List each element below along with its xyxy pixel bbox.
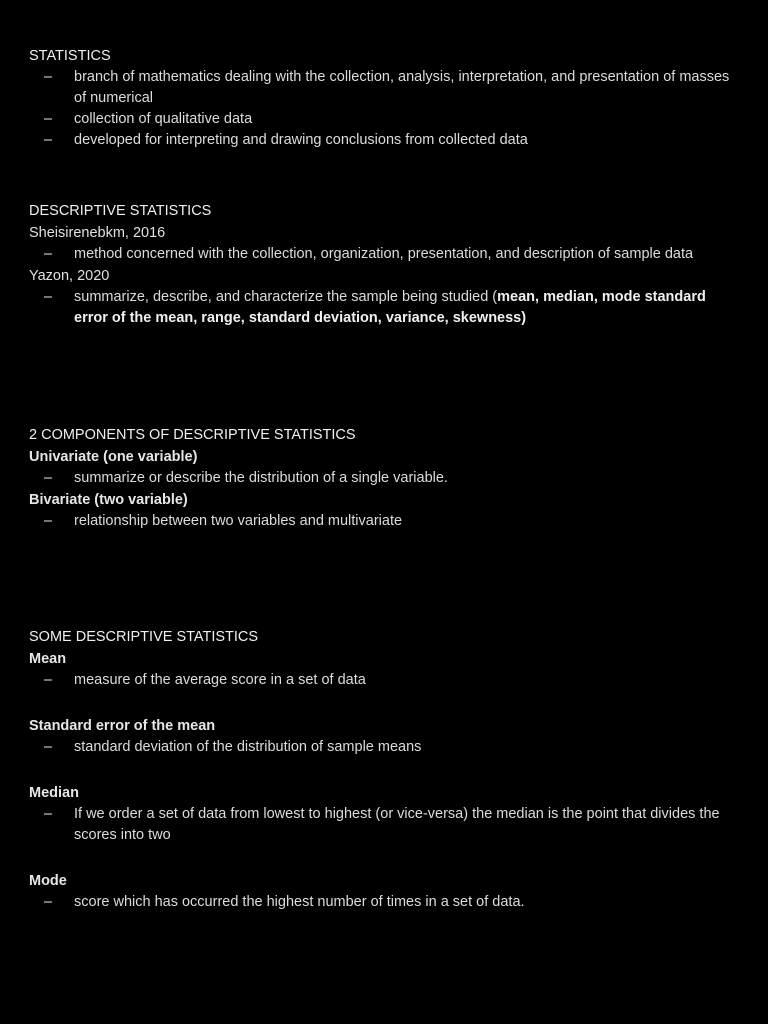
bullet-list (29, 244, 739, 265)
section-title: STATISTICS (29, 48, 111, 64)
list-item (29, 244, 739, 265)
list-item (29, 670, 739, 691)
section-title: 2 COMPONENTS OF DESCRIPTIVE STATISTICS (29, 427, 356, 443)
bullet-text: branch of mathematics dealing with the collection, analysis, interpretation, and presentation of masses of numerical (74, 69, 730, 106)
bullet-text: collection of qualitative data (74, 111, 253, 127)
term-label: Bivariate (two variable) (29, 492, 188, 508)
list-item (29, 804, 739, 846)
source-citation: Yazon, 2020 (29, 268, 110, 284)
term-label: Standard error of the mean (29, 718, 216, 734)
source-citation: Sheisirenebkm, 2016 (29, 225, 166, 241)
section-statistics (29, 45, 739, 151)
dash-icon: – (44, 69, 53, 85)
list-item (29, 130, 739, 151)
dash-icon: – (44, 806, 53, 822)
bullet-text: If we order a set of data from lowest to highest (or vice-versa) the median is the point that divides the scores into two (74, 806, 720, 843)
section-some-descriptive-statistics (29, 626, 739, 913)
section-title: SOME DESCRIPTIVE STATISTICS (29, 629, 259, 645)
section-title: DESCRIPTIVE STATISTICS (29, 203, 212, 219)
dash-icon: – (44, 672, 53, 688)
list-item (29, 737, 739, 758)
bullet-list (29, 67, 739, 151)
list-item (29, 892, 739, 913)
list-item (29, 468, 739, 489)
bullet-list (29, 737, 739, 758)
section-descriptive-statistics (29, 200, 739, 329)
bullet-list (29, 468, 739, 489)
dash-icon: – (44, 289, 53, 305)
bullet-list (29, 892, 739, 913)
term-label: Mean (29, 651, 67, 667)
dash-icon: – (44, 739, 53, 755)
bullet-list (29, 804, 739, 846)
bullet-text: developed for interpreting and drawing conclusions from collected data (74, 132, 528, 148)
bullet-text: summarize or describe the distribution of a single variable. (74, 470, 448, 486)
term-label: Univariate (one variable) (29, 449, 198, 465)
bullet-text: relationship between two variables and multivariate (74, 513, 403, 529)
bullet-text: method concerned with the collection, organization, presentation, and description of sample data (74, 246, 694, 262)
dash-icon: – (44, 470, 53, 486)
dash-icon: – (44, 246, 53, 262)
list-item (29, 511, 739, 532)
term-label: Mode (29, 873, 67, 889)
list-item (29, 67, 739, 109)
dash-icon: – (44, 894, 53, 910)
list-item (29, 109, 739, 130)
dash-icon: – (44, 132, 53, 148)
bullet-bold-text: mean, median, mode standard error of the mean, range, standard deviation, variance, skewness) (74, 289, 706, 326)
list-item (29, 287, 739, 329)
dash-icon: – (44, 111, 53, 127)
notes-document (29, 45, 739, 913)
bullet-text: standard deviation of the distribution of sample means (74, 739, 422, 755)
bullet-text: score which has occurred the highest number of times in a set of data. (74, 894, 525, 910)
bullet-list (29, 670, 739, 691)
bullet-text: summarize, describe, and characterize the sample being studied ( (74, 289, 498, 305)
dash-icon: – (44, 513, 53, 529)
section-components (29, 424, 739, 532)
bullet-list (29, 287, 739, 329)
bullet-list (29, 511, 739, 532)
term-label: Median (29, 785, 79, 801)
bullet-text: measure of the average score in a set of data (74, 672, 366, 688)
